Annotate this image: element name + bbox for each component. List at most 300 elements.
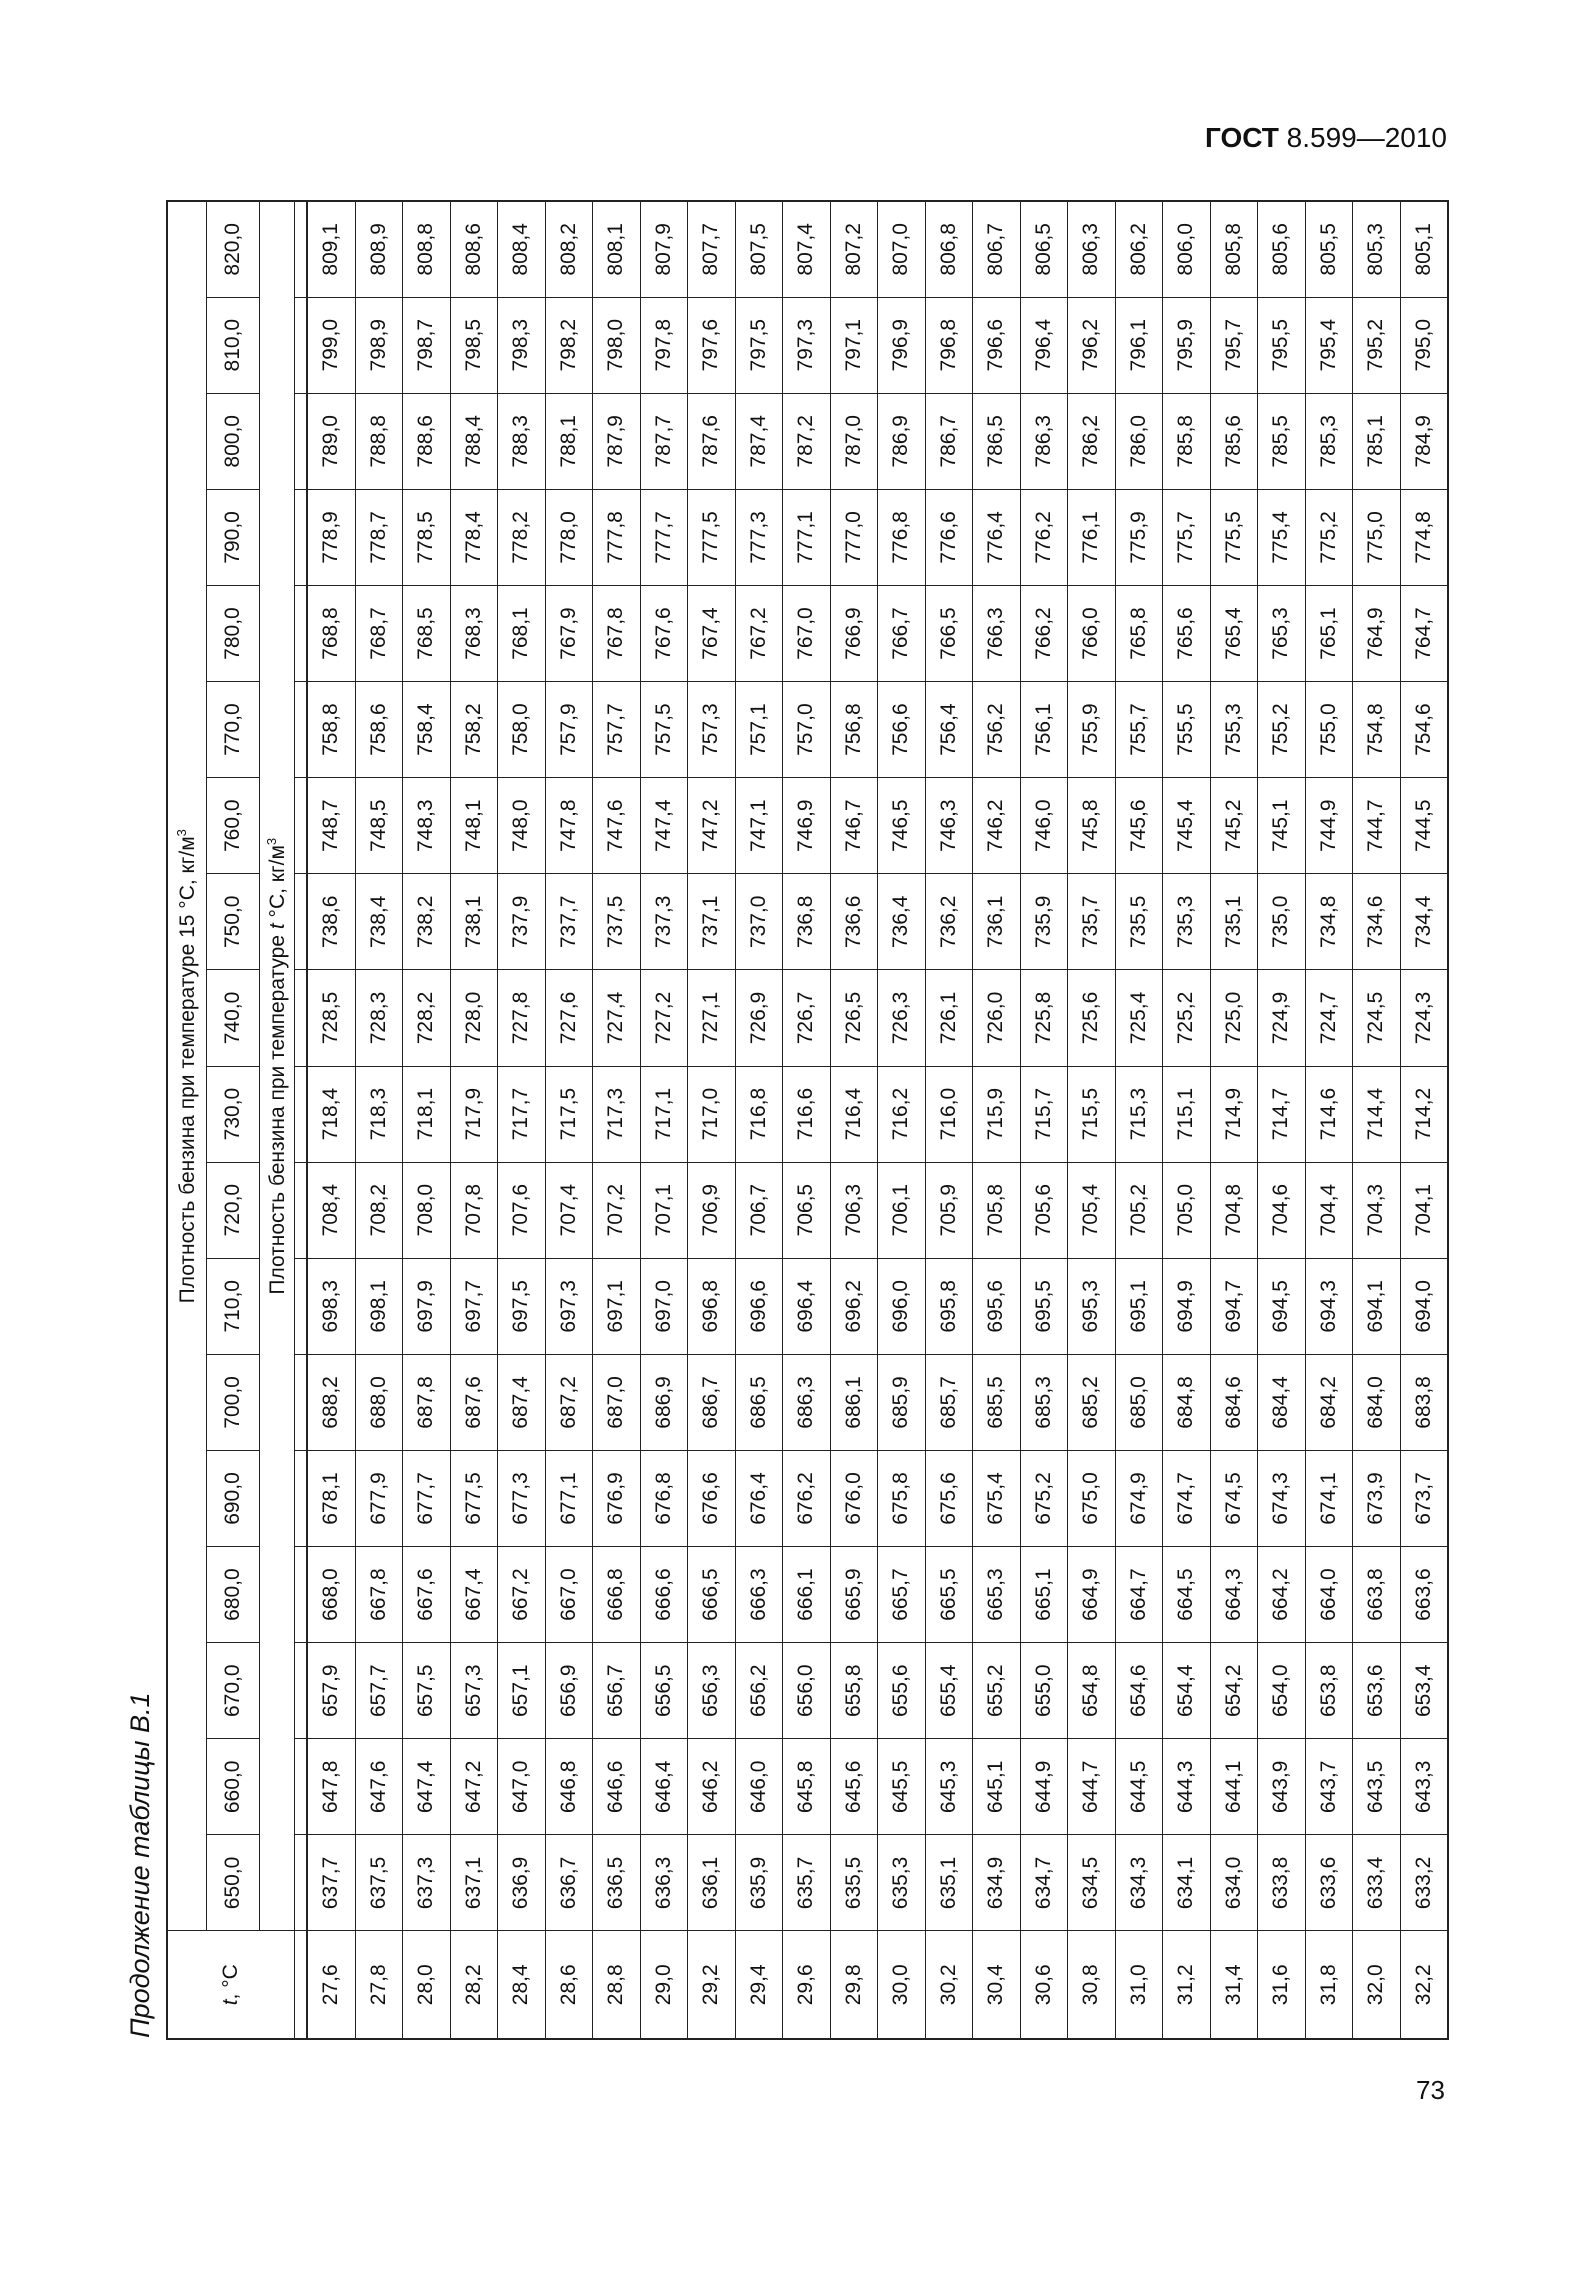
density-cell: 744,7 xyxy=(1353,778,1401,874)
density-cell: 745,1 xyxy=(1258,778,1306,874)
density-cell: 654,8 xyxy=(1068,1643,1116,1739)
density-cell: 673,9 xyxy=(1353,1450,1401,1546)
density-cell: 735,5 xyxy=(1115,874,1163,970)
density-cell: 705,2 xyxy=(1115,1162,1163,1258)
table-row xyxy=(688,201,736,2039)
density-cell: 756,6 xyxy=(878,682,926,778)
density-cell: 726,5 xyxy=(830,970,878,1066)
density-cell: 657,5 xyxy=(403,1643,451,1739)
spacer-cell xyxy=(295,778,308,874)
density-cell: 636,9 xyxy=(498,1835,546,1931)
temperature-cell: 29,6 xyxy=(783,1931,831,2039)
density-cell: 706,7 xyxy=(735,1162,783,1258)
density-cell: 704,4 xyxy=(1305,1162,1353,1258)
density-cell: 687,4 xyxy=(498,1354,546,1450)
table-row xyxy=(545,201,593,2039)
density-cell: 806,5 xyxy=(1020,201,1068,297)
density-cell: 795,2 xyxy=(1353,297,1401,393)
density-cell: 755,5 xyxy=(1163,682,1211,778)
density-cell: 697,3 xyxy=(545,1258,593,1354)
density-cell: 633,2 xyxy=(1400,1835,1448,1931)
table-row xyxy=(1163,201,1211,2039)
density-cell: 727,1 xyxy=(688,970,736,1066)
density-cell: 736,4 xyxy=(878,874,926,970)
standard-number: 8.599—2010 xyxy=(1286,122,1447,153)
density-cell: 807,0 xyxy=(878,201,926,297)
density-cell: 774,8 xyxy=(1400,489,1448,585)
density-cell: 654,4 xyxy=(1163,1643,1211,1739)
density-cell: 683,8 xyxy=(1400,1354,1448,1450)
density-cell: 695,8 xyxy=(925,1258,973,1354)
temperature-cell: 27,8 xyxy=(355,1931,403,2039)
density-cell: 734,4 xyxy=(1400,874,1448,970)
density-cell: 645,6 xyxy=(830,1739,878,1835)
density-cell: 717,9 xyxy=(450,1066,498,1162)
density-cell: 788,8 xyxy=(355,393,403,489)
density-cell: 664,9 xyxy=(1068,1547,1116,1643)
density-cell: 754,8 xyxy=(1353,682,1401,778)
density-cell: 633,6 xyxy=(1305,1835,1353,1931)
density-cell: 765,1 xyxy=(1305,585,1353,681)
density-cell: 676,2 xyxy=(783,1450,831,1546)
density-cell: 635,5 xyxy=(830,1835,878,1931)
density-cell: 697,1 xyxy=(593,1258,641,1354)
density-cell: 746,3 xyxy=(925,778,973,874)
density-cell: 728,2 xyxy=(403,970,451,1066)
density-cell: 764,7 xyxy=(1400,585,1448,681)
density-cell: 715,7 xyxy=(1020,1066,1068,1162)
density-cell: 634,1 xyxy=(1163,1835,1211,1931)
density-cell: 685,7 xyxy=(925,1354,973,1450)
spacer-cell xyxy=(295,489,308,585)
temperature-cell: 27,6 xyxy=(307,1931,355,2039)
density-cell: 647,0 xyxy=(498,1739,546,1835)
density-cell: 808,8 xyxy=(403,201,451,297)
density-cell: 754,6 xyxy=(1400,682,1448,778)
density-cell: 808,9 xyxy=(355,201,403,297)
density-cell: 807,4 xyxy=(783,201,831,297)
column-header: 710,0 xyxy=(207,1258,260,1354)
density-cell: 805,8 xyxy=(1210,201,1258,297)
density-cell: 667,6 xyxy=(403,1547,451,1643)
density-cell: 765,3 xyxy=(1258,585,1306,681)
density-cell: 644,3 xyxy=(1163,1739,1211,1835)
density-cell: 785,1 xyxy=(1353,393,1401,489)
density-cell: 767,9 xyxy=(545,585,593,681)
density-cell: 665,5 xyxy=(925,1547,973,1643)
density-cell: 714,9 xyxy=(1210,1066,1258,1162)
density-cell: 655,8 xyxy=(830,1643,878,1739)
density-cell: 687,2 xyxy=(545,1354,593,1450)
temperature-cell: 30,4 xyxy=(973,1931,1021,2039)
density-cell: 775,0 xyxy=(1353,489,1401,585)
density-cell: 655,6 xyxy=(878,1643,926,1739)
density-cell: 676,9 xyxy=(593,1450,641,1546)
density-cell: 677,5 xyxy=(450,1450,498,1546)
density-cell: 796,6 xyxy=(973,297,1021,393)
density-cell: 727,2 xyxy=(640,970,688,1066)
superscript-3-sub: 3 xyxy=(264,837,279,846)
density-cell: 676,4 xyxy=(735,1450,783,1546)
density-cell: 696,8 xyxy=(688,1258,736,1354)
density-cell: 809,1 xyxy=(307,201,355,297)
density-cell: 726,7 xyxy=(783,970,831,1066)
density-cell: 745,4 xyxy=(1163,778,1211,874)
density-cell: 737,5 xyxy=(593,874,641,970)
density-cell: 726,0 xyxy=(973,970,1021,1066)
density-cell: 664,5 xyxy=(1163,1547,1211,1643)
density-cell: 764,9 xyxy=(1353,585,1401,681)
density-cell: 717,0 xyxy=(688,1066,736,1162)
t-unit: , °C xyxy=(219,1964,242,2000)
density-cell: 697,7 xyxy=(450,1258,498,1354)
density-cell: 646,8 xyxy=(545,1739,593,1835)
table-row xyxy=(878,201,926,2039)
density-cell: 705,9 xyxy=(925,1162,973,1258)
t-column-header xyxy=(167,1931,295,2039)
table-row xyxy=(1068,201,1116,2039)
density-cell: 746,2 xyxy=(973,778,1021,874)
density-cell: 634,0 xyxy=(1210,1835,1258,1931)
density-cell: 724,5 xyxy=(1353,970,1401,1066)
density-cell: 775,2 xyxy=(1305,489,1353,585)
spacer-cell xyxy=(295,1450,308,1546)
density-cell: 686,1 xyxy=(830,1354,878,1450)
density-cell: 704,1 xyxy=(1400,1162,1448,1258)
density-cell: 757,0 xyxy=(783,682,831,778)
density-cell: 736,8 xyxy=(783,874,831,970)
page-number: 73 xyxy=(1416,2075,1445,2105)
density-cell: 786,0 xyxy=(1115,393,1163,489)
t-symbol: t xyxy=(219,1999,242,2006)
density-cell: 745,8 xyxy=(1068,778,1116,874)
spacer-cell xyxy=(295,1643,308,1739)
density-cell: 718,4 xyxy=(307,1066,355,1162)
column-header: 770,0 xyxy=(207,682,260,778)
density-cell: 775,7 xyxy=(1163,489,1211,585)
density-cell: 656,7 xyxy=(593,1643,641,1739)
spacer-cell xyxy=(295,1739,308,1835)
density-cell: 747,2 xyxy=(688,778,736,874)
density-cell: 715,9 xyxy=(973,1066,1021,1162)
density-cell: 787,0 xyxy=(830,393,878,489)
density-cell: 694,3 xyxy=(1305,1258,1353,1354)
density-cell: 728,5 xyxy=(307,970,355,1066)
density-cell: 748,3 xyxy=(403,778,451,874)
density-cell: 695,6 xyxy=(973,1258,1021,1354)
density-cell: 766,9 xyxy=(830,585,878,681)
density-cell: 756,1 xyxy=(1020,682,1068,778)
table-row xyxy=(973,201,1021,2039)
spacer-cell xyxy=(295,1066,308,1162)
density-cell: 724,9 xyxy=(1258,970,1306,1066)
standard-label: ГОСТ xyxy=(1204,122,1279,153)
density-cell: 797,3 xyxy=(783,297,831,393)
density-cell: 775,9 xyxy=(1115,489,1163,585)
density-cell: 707,8 xyxy=(450,1162,498,1258)
density-cell: 777,7 xyxy=(640,489,688,585)
density-cell: 735,0 xyxy=(1258,874,1306,970)
density-cell: 807,7 xyxy=(688,201,736,297)
spacer-cell xyxy=(295,682,308,778)
column-header: 810,0 xyxy=(207,297,260,393)
density-cell: 785,8 xyxy=(1163,393,1211,489)
density-cell: 675,2 xyxy=(1020,1450,1068,1546)
density-cell: 786,5 xyxy=(973,393,1021,489)
density-cell: 726,3 xyxy=(878,970,926,1066)
density-cell: 726,9 xyxy=(735,970,783,1066)
density-cell: 716,0 xyxy=(925,1066,973,1162)
table-caption: Продолжение таблицы В.1 xyxy=(125,1692,155,2038)
density-cell: 735,1 xyxy=(1210,874,1258,970)
density-cell: 806,7 xyxy=(973,201,1021,297)
density-cell: 787,4 xyxy=(735,393,783,489)
density-cell: 633,4 xyxy=(1353,1835,1401,1931)
density-cell: 698,1 xyxy=(355,1258,403,1354)
density-cell: 666,5 xyxy=(688,1547,736,1643)
temperature-cell: 32,0 xyxy=(1353,1931,1401,2039)
density-cell: 786,7 xyxy=(925,393,973,489)
density-cell: 737,0 xyxy=(735,874,783,970)
group-header-sub-t: t xyxy=(266,923,289,930)
density-cell: 704,3 xyxy=(1353,1162,1401,1258)
density-cell: 646,4 xyxy=(640,1739,688,1835)
density-cell: 653,4 xyxy=(1400,1643,1448,1739)
density-cell: 777,3 xyxy=(735,489,783,585)
temperature-cell: 29,4 xyxy=(735,1931,783,2039)
density-cell: 738,2 xyxy=(403,874,451,970)
density-cell: 788,1 xyxy=(545,393,593,489)
density-cell: 635,9 xyxy=(735,1835,783,1931)
density-cell: 637,3 xyxy=(403,1835,451,1931)
density-cell: 697,0 xyxy=(640,1258,688,1354)
density-cell: 647,2 xyxy=(450,1739,498,1835)
density-cell: 635,1 xyxy=(925,1835,973,1931)
density-cell: 634,3 xyxy=(1115,1835,1163,1931)
density-cell: 717,5 xyxy=(545,1066,593,1162)
density-cell: 666,8 xyxy=(593,1547,641,1643)
density-cell: 805,6 xyxy=(1258,201,1306,297)
density-cell: 715,5 xyxy=(1068,1066,1116,1162)
density-cell: 655,2 xyxy=(973,1643,1021,1739)
density-cell: 777,5 xyxy=(688,489,736,585)
density-cell: 786,2 xyxy=(1068,393,1116,489)
density-cell: 778,5 xyxy=(403,489,451,585)
temperature-cell: 28,0 xyxy=(403,1931,451,2039)
density-cell: 656,9 xyxy=(545,1643,593,1739)
density-cell: 687,0 xyxy=(593,1354,641,1450)
density-cell: 644,1 xyxy=(1210,1739,1258,1835)
density-cell: 805,3 xyxy=(1353,201,1401,297)
density-cell: 775,4 xyxy=(1258,489,1306,585)
density-cell: 727,8 xyxy=(498,970,546,1066)
density-cell: 654,0 xyxy=(1258,1643,1306,1739)
table-row xyxy=(1353,201,1401,2039)
spacer-cell xyxy=(295,1835,308,1931)
density-cell: 798,7 xyxy=(403,297,451,393)
density-cell: 664,2 xyxy=(1258,1547,1306,1643)
density-cell: 704,8 xyxy=(1210,1162,1258,1258)
density-cell: 755,2 xyxy=(1258,682,1306,778)
density-cell: 695,5 xyxy=(1020,1258,1068,1354)
density-cell: 705,8 xyxy=(973,1162,1021,1258)
density-cell: 777,8 xyxy=(593,489,641,585)
density-cell: 757,9 xyxy=(545,682,593,778)
density-cell: 644,5 xyxy=(1115,1739,1163,1835)
density-cell: 653,8 xyxy=(1305,1643,1353,1739)
density-cell: 646,6 xyxy=(593,1739,641,1835)
density-cell: 767,0 xyxy=(783,585,831,681)
density-cell: 666,6 xyxy=(640,1547,688,1643)
density-cell: 694,9 xyxy=(1163,1258,1211,1354)
density-cell: 795,9 xyxy=(1163,297,1211,393)
table-row xyxy=(1400,201,1448,2039)
density-cell: 808,4 xyxy=(498,201,546,297)
density-cell: 718,3 xyxy=(355,1066,403,1162)
density-cell: 698,3 xyxy=(307,1258,355,1354)
temperature-cell: 28,2 xyxy=(450,1931,498,2039)
density-cell: 667,8 xyxy=(355,1547,403,1643)
density-cell: 634,5 xyxy=(1068,1835,1116,1931)
temperature-cell: 31,0 xyxy=(1115,1931,1163,2039)
density-cell: 755,7 xyxy=(1115,682,1163,778)
density-cell: 708,4 xyxy=(307,1162,355,1258)
density-cell: 647,8 xyxy=(307,1739,355,1835)
density-cell: 657,7 xyxy=(355,1643,403,1739)
density-cell: 664,3 xyxy=(1210,1547,1258,1643)
density-cell: 758,0 xyxy=(498,682,546,778)
density-cell: 737,9 xyxy=(498,874,546,970)
column-header: 650,0 xyxy=(207,1835,260,1931)
density-cell: 675,8 xyxy=(878,1450,926,1546)
density-cell: 685,9 xyxy=(878,1354,926,1450)
table-row xyxy=(307,201,355,2039)
density-cell: 644,9 xyxy=(1020,1739,1068,1835)
density-cell: 788,3 xyxy=(498,393,546,489)
density-cell: 686,9 xyxy=(640,1354,688,1450)
spacer-cell xyxy=(295,393,308,489)
spacer-cell xyxy=(295,1547,308,1643)
density-cell: 633,8 xyxy=(1258,1835,1306,1931)
density-cell: 805,5 xyxy=(1305,201,1353,297)
density-cell: 785,6 xyxy=(1210,393,1258,489)
density-cell: 645,8 xyxy=(783,1739,831,1835)
density-cell: 755,0 xyxy=(1305,682,1353,778)
density-cell: 706,9 xyxy=(688,1162,736,1258)
density-cell: 765,4 xyxy=(1210,585,1258,681)
density-cell: 734,6 xyxy=(1353,874,1401,970)
table-row xyxy=(830,201,878,2039)
density-cell: 645,3 xyxy=(925,1739,973,1835)
density-cell: 784,9 xyxy=(1400,393,1448,489)
density-cell: 767,8 xyxy=(593,585,641,681)
density-cell: 677,9 xyxy=(355,1450,403,1546)
density-cell: 755,9 xyxy=(1068,682,1116,778)
density-cell: 687,6 xyxy=(450,1354,498,1450)
density-cell: 728,0 xyxy=(450,970,498,1066)
group-header-main xyxy=(167,201,207,1931)
density-cell: 745,6 xyxy=(1115,778,1163,874)
density-cell: 737,7 xyxy=(545,874,593,970)
density-cell: 788,6 xyxy=(403,393,451,489)
density-cell: 766,5 xyxy=(925,585,973,681)
density-cell: 714,6 xyxy=(1305,1066,1353,1162)
density-cell: 768,8 xyxy=(307,585,355,681)
density-cell: 756,4 xyxy=(925,682,973,778)
density-cell: 676,6 xyxy=(688,1450,736,1546)
density-cell: 704,6 xyxy=(1258,1162,1306,1258)
density-cell: 747,4 xyxy=(640,778,688,874)
density-cell: 776,2 xyxy=(1020,489,1068,585)
density-cell: 808,2 xyxy=(545,201,593,297)
density-cell: 758,4 xyxy=(403,682,451,778)
density-cell: 644,7 xyxy=(1068,1739,1116,1835)
density-cell: 686,7 xyxy=(688,1354,736,1450)
column-header: 760,0 xyxy=(207,778,260,874)
density-cell: 796,1 xyxy=(1115,297,1163,393)
density-cell: 665,7 xyxy=(878,1547,926,1643)
density-cell: 647,6 xyxy=(355,1739,403,1835)
density-cell: 768,1 xyxy=(498,585,546,681)
density-cell: 673,7 xyxy=(1400,1450,1448,1546)
density-cell: 667,4 xyxy=(450,1547,498,1643)
density-cell: 725,4 xyxy=(1115,970,1163,1066)
density-cell: 808,1 xyxy=(593,201,641,297)
density-cell: 807,5 xyxy=(735,201,783,297)
density-cell: 695,1 xyxy=(1115,1258,1163,1354)
density-cell: 688,0 xyxy=(355,1354,403,1450)
density-cell: 637,5 xyxy=(355,1835,403,1931)
density-cell: 748,5 xyxy=(355,778,403,874)
density-cell: 806,3 xyxy=(1068,201,1116,297)
table-row xyxy=(1210,201,1258,2039)
spacer-cell xyxy=(295,1931,308,2039)
column-header: 660,0 xyxy=(207,1739,260,1835)
spacer-cell xyxy=(295,874,308,970)
density-cell: 746,5 xyxy=(878,778,926,874)
density-cell: 735,7 xyxy=(1068,874,1116,970)
density-cell: 695,3 xyxy=(1068,1258,1116,1354)
density-cell: 736,2 xyxy=(925,874,973,970)
table-row xyxy=(1115,201,1163,2039)
table-row xyxy=(498,201,546,2039)
density-cell: 747,1 xyxy=(735,778,783,874)
density-cell: 705,4 xyxy=(1068,1162,1116,1258)
density-cell: 706,3 xyxy=(830,1162,878,1258)
temperature-cell: 29,8 xyxy=(830,1931,878,2039)
density-cell: 789,0 xyxy=(307,393,355,489)
density-cell: 767,2 xyxy=(735,585,783,681)
density-cell: 708,0 xyxy=(403,1162,451,1258)
temperature-cell: 31,8 xyxy=(1305,1931,1353,2039)
density-cell: 745,2 xyxy=(1210,778,1258,874)
density-cell: 667,2 xyxy=(498,1547,546,1643)
column-header: 680,0 xyxy=(207,1547,260,1643)
density-cell: 797,1 xyxy=(830,297,878,393)
density-cell: 646,2 xyxy=(688,1739,736,1835)
density-cell: 746,9 xyxy=(783,778,831,874)
density-cell: 696,4 xyxy=(783,1258,831,1354)
table-row xyxy=(593,201,641,2039)
spacer-cell xyxy=(295,1162,308,1258)
density-cell: 757,7 xyxy=(593,682,641,778)
density-cell: 756,8 xyxy=(830,682,878,778)
density-cell: 635,7 xyxy=(783,1835,831,1931)
column-header: 670,0 xyxy=(207,1643,260,1739)
density-cell: 657,3 xyxy=(450,1643,498,1739)
density-cell: 795,0 xyxy=(1400,297,1448,393)
density-cell: 778,0 xyxy=(545,489,593,585)
